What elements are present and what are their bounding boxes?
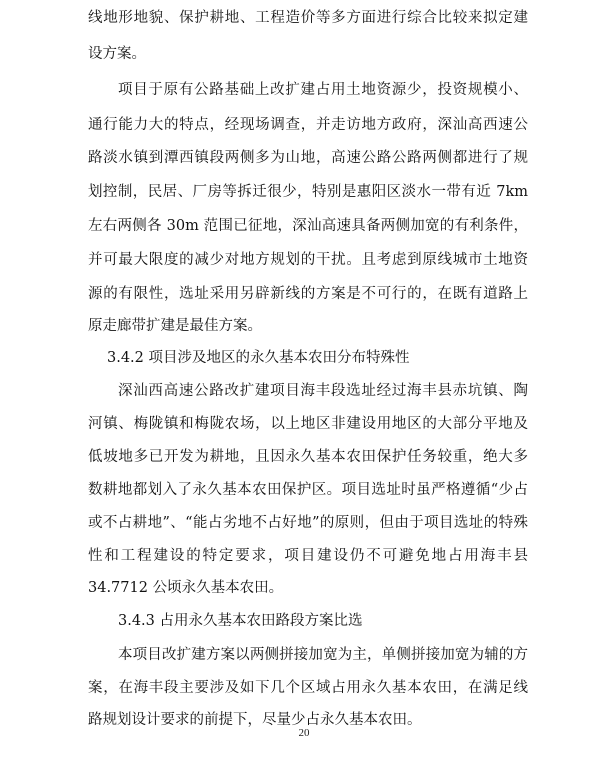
section-3-4-3-heading: 3.4.3 占用永久基本农田路段方案比选	[118, 613, 363, 629]
paragraph-2-line-2: 通行能力大的特点，经现场调查，并走访地方政府，深汕高西速公	[88, 117, 528, 133]
paragraph-2-line-3: 路淡水镇到潭西镇段两侧多为山地，高速公路公路两侧都进行了规	[88, 150, 528, 166]
paragraph-4-line-2: 案，在海丰段主要涉及如下几个区域占用永久基本农田，在满足线	[88, 680, 528, 696]
paragraph-2-line-1: 项目于原有公路基础上改扩建占用土地资源少，投资规模小、	[118, 82, 528, 98]
page-number: 20	[298, 727, 310, 739]
paragraph-3-line-2: 河镇、梅陇镇和梅陇农场，以上地区非建设用地区的大部分平地及	[88, 416, 528, 432]
paragraph-2-line-5: 左右两侧各 30m 范围已征地，深汕高速具备两侧加宽的有利条件，	[88, 218, 528, 234]
paragraph-3-line-4: 数耕地都划入了永久基本农田保护区。项目选址时虽严格遵循“少占	[88, 482, 528, 498]
paragraph-3-line-1: 深汕西高速公路改扩建项目海丰段选址经过海丰县赤坑镇、陶	[118, 383, 528, 399]
paragraph-3-line-6: 性和工程建设的特定要求，项目建设仍不可避免地占用海丰县	[88, 548, 528, 564]
paragraph-2-line-8: 原走廊带扩建是最佳方案。	[88, 318, 262, 334]
paragraph-3-line-5: 或不占耕地”、“能占劣地不占好地”的原则，但由于项目选址的特殊	[88, 515, 528, 531]
paragraph-3-line-3: 低坡地多已开发为耕地，且因永久基本农田保护任务较重，绝大多	[88, 449, 528, 465]
paragraph-1-line-2: 设方案。	[88, 46, 146, 62]
paragraph-2-line-7: 源的有限性，选址采用另辟新线的方案是不可行的，在既有道路上	[88, 286, 528, 302]
paragraph-4-line-1: 本项目改扩建方案以两侧拼接加宽为主，单侧拼接加宽为辅的方	[118, 647, 528, 663]
paragraph-4-line-3: 路规划设计要求的前提下，尽量少占永久基本农田。	[88, 712, 422, 728]
paragraph-2-line-6: 并可最大限度的减少对地方规划的干扰。且考虑到原线城市土地资	[88, 252, 528, 268]
paragraph-2-line-4: 划控制，民居、厂房等拆迁很少，特别是惠阳区淡水一带有近 7km	[88, 184, 528, 200]
paragraph-1-line-1: 线地形地貌、保护耕地、工程造价等多方面进行综合比较来拟定建	[88, 10, 528, 26]
section-3-4-2-heading: 3.4.2 项目涉及地区的永久基本农田分布特殊性	[107, 350, 410, 366]
paragraph-3-line-7: 34.7712 公顷永久基本农田。	[88, 580, 284, 596]
